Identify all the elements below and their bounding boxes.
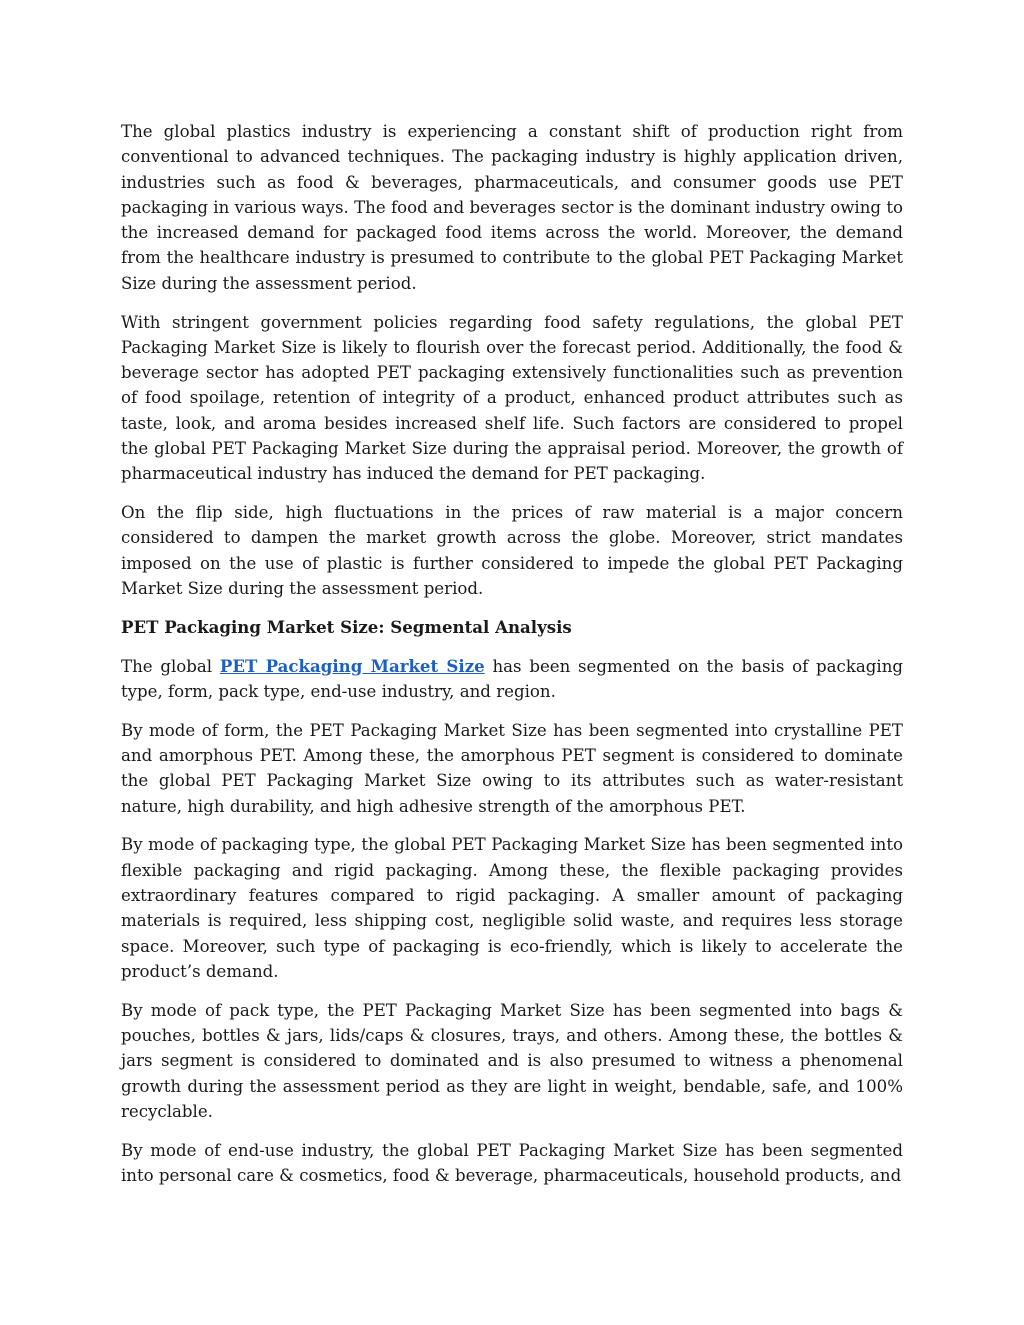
paragraph-industry-shift: The global plastics industry is experiencing a constant shift of production right from conventional to advanced techniques. The packaging industry is highly application driven, industries such as food & beverages, pharmaceuticals, and consumer goods use PET packaging in various ways. The food and beverages sector is the dominant industry owing to the increased demand for packaged food items across the world. Moreover, the demand from the healthcare industry is presumed to contribute to the global PET Packaging Market Size during the assessment period.	[121, 122, 903, 293]
segmentation-intro-text-before: The global	[121, 656, 220, 676]
paragraph-end-use-segment: By mode of end-use industry, the global PET Packaging Market Size has been segmented into personal care & cosmetics, food & beverage, pharmaceuticals, household products, and	[121, 1140, 903, 1185]
paragraph-form-segment: By mode of form, the PET Packaging Market Size has been segmented into crystalline PET and amorphous PET. Among these, the amorphous PET segment is considered to dominate the global PET Packaging Market Size owing to its attributes such as water-resistant nature, high durability, and high adhesive strength of the amorphous PET.	[121, 720, 903, 816]
section-heading: PET Packaging Market Size: Segmental Analysis	[121, 616, 572, 637]
paragraph-flip-side: On the flip side, high fluctuations in the prices of raw material is a major concern considered to dampen the market growth across the globe. Moreover, strict mandates imposed on the use of plastic is further considered to impede the global PET Packaging Market Size during the assessment period.	[121, 503, 903, 599]
paragraph-pack-type-segment: By mode of pack type, the PET Packaging Market Size has been segmented into bags & pouches, bottles & jars, lids/caps & closures, trays, and others. Among these, the bottles & jars segment is considered to dominated and is also presumed to witness a phenomenal growth during the assessment period as they are light in weight, bendable, safe, and 100% recyclable.	[121, 1000, 903, 1121]
paragraph-government-policies: With stringent government policies regarding food safety regulations, the global PET Packaging Market Size is likely to flourish over the forecast period. Additionally, the food & beverage sector has adopted PET packaging extensively functionalities such as prevention of food spoilage, retention of integrity of a product, enhanced product attributes such as taste, look, and aroma besides increased shelf life. Such factors are considered to propel the global PET Packaging Market Size during the appraisal period. Moreover, the growth of pharmaceutical industry has induced the demand for PET packaging.	[121, 312, 903, 484]
paragraph-segmentation-intro	[121, 654, 903, 705]
pet-packaging-market-size-link[interactable]: PET Packaging Market Size	[219, 655, 485, 676]
document-page	[121, 119, 903, 1202]
paragraph-packaging-type-segment: By mode of packaging type, the global PET Packaging Market Size has been segmented into flexible packaging and rigid packaging. Among these, the flexible packaging provides extraordinary features compared to rigid packaging. A smaller amount of packaging materials is required, less shipping cost, negligible solid waste, and requires less storage space. Moreover, such type of packaging is eco-friendly, which is likely to accelerate the product’s demand.	[121, 835, 903, 981]
segmentation-intro-text-after: has been segmented on the basis of packaging type, form, pack type, end-use industry, and region.	[121, 656, 904, 701]
